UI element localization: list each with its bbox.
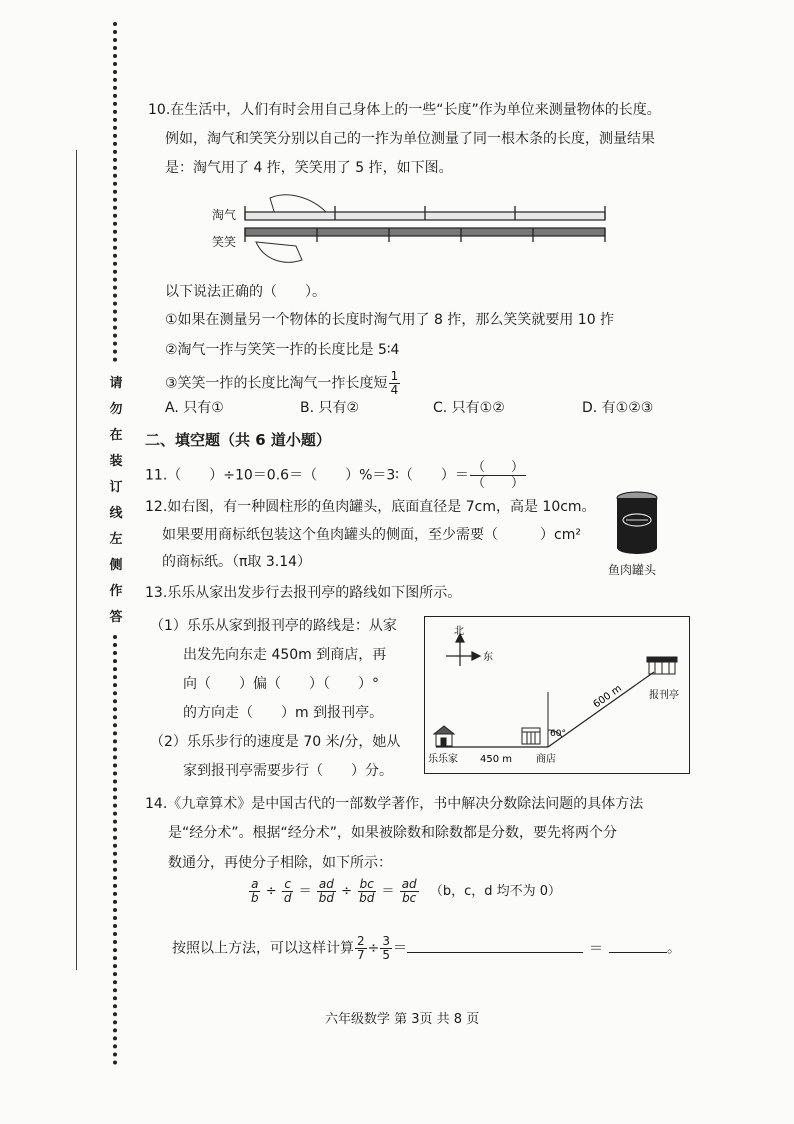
q10-statement-3 — [165, 370, 401, 397]
frac-num: ad — [318, 877, 334, 891]
frac-den: （ ） — [471, 476, 524, 491]
frac-den: 7 — [357, 948, 365, 962]
distance-label-600: 600 m — [591, 683, 624, 711]
fraction-ad-bd — [317, 878, 336, 905]
q14-calc-line — [172, 935, 681, 962]
q13-part2-line2: 家到报刊亭需要步行（ ）分。 — [183, 763, 393, 779]
margin-char: 勿 — [109, 402, 123, 417]
fish-can-icon — [612, 490, 662, 556]
north-label: 北 — [454, 626, 464, 637]
frac-den: 4 — [390, 383, 399, 397]
q12-line2: 如果要用商标纸包装这个鱼肉罐头的侧面，至少需要（ ）cm² — [162, 527, 581, 543]
margin-char: 左 — [109, 532, 123, 547]
fraction-a-b — [249, 878, 261, 905]
fraction-ad-bc — [400, 878, 419, 905]
shop-icon — [522, 728, 540, 744]
q10-line2: 例如，淘气和笑笑分别以自己的一拃为单位测量了同一根木条的长度，测量结果 — [165, 131, 655, 147]
equals-sign: ＝ — [381, 884, 395, 899]
q13-part1-line4: 的方向走（ ）m 到报刊亭。 — [183, 705, 384, 721]
q13-intro: 13.乐乐从家出发步行去报刊亭的路线如下图所示。 — [145, 585, 462, 601]
q12-line1: 12.如右图，有一种圆柱形的鱼肉罐头，底面直径是 7cm，高是 10cm。 — [145, 499, 596, 515]
equals-sign: ＝ — [589, 940, 604, 957]
q11-answer-fraction[interactable] — [470, 460, 526, 491]
divide-sign: ÷ — [367, 940, 380, 957]
margin-char: 请 — [109, 376, 123, 391]
q13-part2-line1: （2）乐乐步行的速度是 70 米/分，她从 — [150, 734, 401, 750]
divide-sign: ÷ — [341, 884, 353, 899]
frac-den: bd — [318, 891, 334, 905]
q10-line3: 是：淘气用了 4 拃，笑笑用了 5 拃，如下图。 — [165, 160, 453, 176]
frac-num: bc — [359, 877, 374, 891]
answer-blank-2[interactable] — [609, 936, 667, 953]
q14-line2: 是“经分术”。根据“经分术”，如果被除数和除数都是分数，要先将两个分 — [168, 825, 618, 841]
stick-xiaoxiao — [245, 228, 605, 236]
section-title: 二、填空题（共 6 道小题） — [145, 431, 331, 449]
binding-solid-line — [76, 150, 77, 970]
option-d[interactable]: D. 有①②③ — [582, 400, 654, 416]
home-label: 乐乐家 — [428, 754, 458, 765]
fraction-2-7 — [355, 935, 367, 962]
q10-statement-3-text: ③笑笑一拃的长度比淘气一拃长度短 — [165, 375, 388, 392]
frac-num: 3 — [382, 934, 391, 948]
formula-condition: （b，c，d 均不为 0） — [429, 884, 561, 899]
q13-part1-line1: （1）乐乐从家到报刊亭的路线是：从家 — [150, 618, 397, 634]
fraction-bc-bd — [357, 878, 376, 905]
q10-statement-2: ②淘气一拃与笑笑一拃的长度比是 5∶4 — [165, 342, 400, 358]
margin-char: 在 — [109, 428, 123, 443]
q14-calc-text: 按照以上方法，可以这样计算 — [172, 940, 354, 957]
margin-char: 装 — [109, 454, 123, 469]
fraction-c-d — [282, 878, 294, 905]
equals-sign: ＝ — [298, 884, 312, 899]
margin-char: 作 — [109, 584, 123, 599]
frac-den: b — [251, 891, 259, 905]
shop-label: 商店 — [536, 754, 556, 765]
jingfenshu-formula — [248, 878, 561, 905]
frac-num: （ ） — [471, 460, 524, 475]
hand-drawing-bottom — [256, 242, 302, 262]
frac-num: 1 — [390, 369, 399, 383]
frac-num: 2 — [357, 934, 365, 948]
house-icon — [434, 726, 454, 746]
fraction-one-quarter — [389, 370, 401, 397]
divide-sign: ÷ — [265, 884, 277, 899]
label-taoqi: 淘气 — [212, 208, 237, 222]
page-footer: 六年级数学 第 3页 共 8 页 — [325, 1012, 480, 1027]
frac-den: bc — [402, 891, 417, 905]
binding-dotted-line-top — [113, 22, 121, 362]
q10-prompt: 以下说法正确的（ ）。 — [165, 284, 326, 300]
compass-icon — [446, 634, 480, 666]
angle-label: 60° — [550, 729, 566, 739]
margin-char: 答 — [109, 610, 123, 625]
frac-num: a — [251, 877, 259, 891]
frac-den: d — [283, 891, 292, 905]
binding-dotted-line-bottom — [113, 635, 121, 1065]
option-b[interactable]: B. 只有② — [300, 400, 360, 416]
distance-label-450: 450 m — [480, 754, 513, 765]
can-caption: 鱼肉罐头 — [608, 563, 657, 577]
option-c[interactable]: C. 只有①② — [433, 400, 505, 416]
margin-char: 订 — [109, 480, 123, 495]
measuring-stick-figure — [240, 190, 610, 270]
q14-line1: 14.《九章算术》是中国古代的一部数学著作，书中解决分数除法问题的具体方法 — [145, 796, 644, 812]
q10-line1: 10.在生活中，人们有时会用自己身体上的一些“长度”作为单位来测量物体的长度。 — [148, 102, 661, 118]
frac-den: bd — [359, 891, 375, 905]
margin-char: 线 — [109, 506, 123, 521]
route-map — [424, 616, 690, 774]
fraction-3-5 — [380, 935, 392, 962]
frac-den: 5 — [382, 948, 391, 962]
label-xiaoxiao: 笑笑 — [212, 235, 237, 249]
q14-line3: 数通分，再使分子相除，如下所示： — [168, 855, 392, 871]
kiosk-label: 报刊亭 — [649, 690, 679, 701]
q12-line3: 的商标纸。（π取 3.14） — [162, 554, 312, 570]
east-label: 东 — [483, 652, 493, 663]
kiosk-icon — [647, 657, 677, 674]
frac-num: c — [284, 877, 291, 891]
q10-statement-1: ①如果在测量另一个物体的长度时淘气用了 8 拃，那么笑笑就要用 10 拃 — [165, 312, 615, 328]
sentence-end: 。 — [667, 940, 682, 957]
equals-sign: ＝ — [393, 940, 408, 957]
q11-text: 11.（ ）÷10＝0.6＝（ ）%＝3∶（ ）＝ — [145, 467, 469, 484]
margin-char: 侧 — [109, 558, 123, 573]
q13-part1-line3: 向（ ）偏（ ）（ ）° — [183, 676, 379, 692]
q11-line — [145, 460, 527, 491]
option-a[interactable]: A. 只有① — [165, 400, 224, 416]
answer-blank-1[interactable] — [407, 936, 583, 953]
q13-part1-line2: 出发先向东走 450m 到商店，再 — [183, 647, 387, 663]
frac-num: ad — [401, 877, 417, 891]
